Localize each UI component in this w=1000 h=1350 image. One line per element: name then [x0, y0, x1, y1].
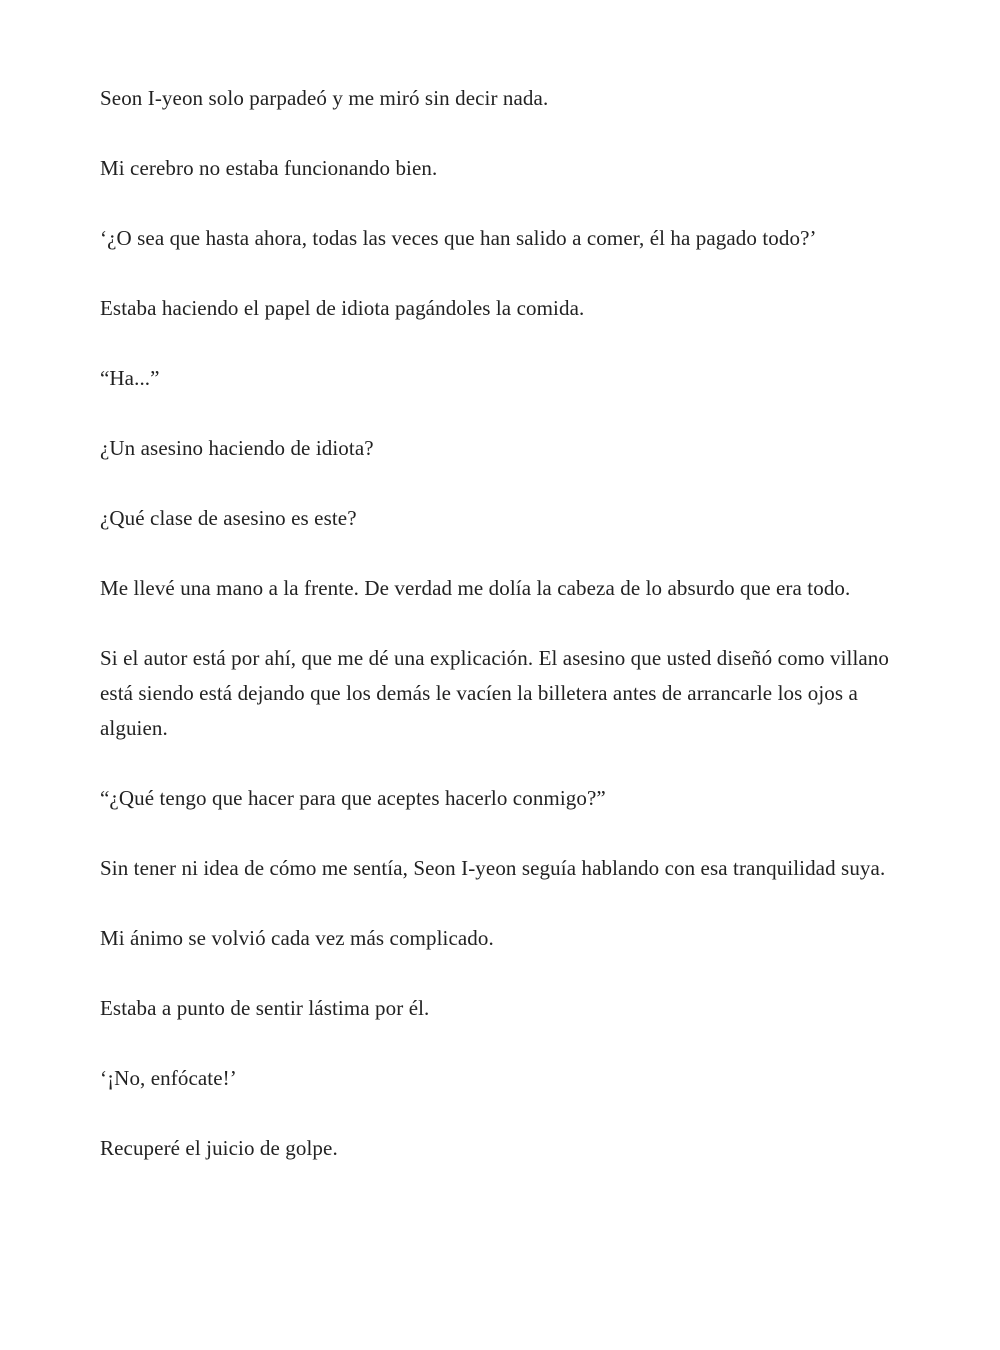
paragraph: Mi cerebro no estaba funcionando bien. [100, 156, 438, 180]
paragraph: ‘¡No, enfócate!’ [100, 1066, 237, 1090]
paragraph: Seon I-yeon solo parpadeó y me miró sin decir nada. [100, 86, 549, 110]
paragraph: Estaba haciendo el papel de idiota pagándoles la comida. [100, 296, 585, 320]
paragraph: Estaba a punto de sentir lástima por él. [100, 996, 430, 1020]
paragraph: ¿Un asesino haciendo de idiota? [100, 436, 374, 460]
paragraph: Recuperé el juicio de golpe. [100, 1136, 338, 1160]
paragraph: Mi ánimo se volvió cada vez más complicado. [100, 926, 494, 950]
paragraph: Sin tener ni idea de cómo me sentía, Seon I-yeon seguía hablando con esa tranquilidad suya. [100, 856, 886, 880]
document-body [100, 81, 910, 1201]
paragraph: “¿Qué tengo que hacer para que aceptes hacerlo conmigo?” [100, 786, 606, 810]
paragraph: Si el autor está por ahí, que me dé una explicación. El asesino que usted diseñó como villano está siendo está dejando que los demás le vacíen la billetera antes de arrancarle los ojos a alguien. [100, 646, 890, 740]
paragraph: “Ha...” [100, 366, 160, 390]
paragraph: ¿Qué clase de asesino es este? [100, 506, 357, 530]
paragraph: Me llevé una mano a la frente. De verdad me dolía la cabeza de lo absurdo que era todo. [100, 576, 851, 600]
paragraph: ‘¿O sea que hasta ahora, todas las veces que han salido a comer, él ha pagado todo?’ [100, 226, 817, 250]
